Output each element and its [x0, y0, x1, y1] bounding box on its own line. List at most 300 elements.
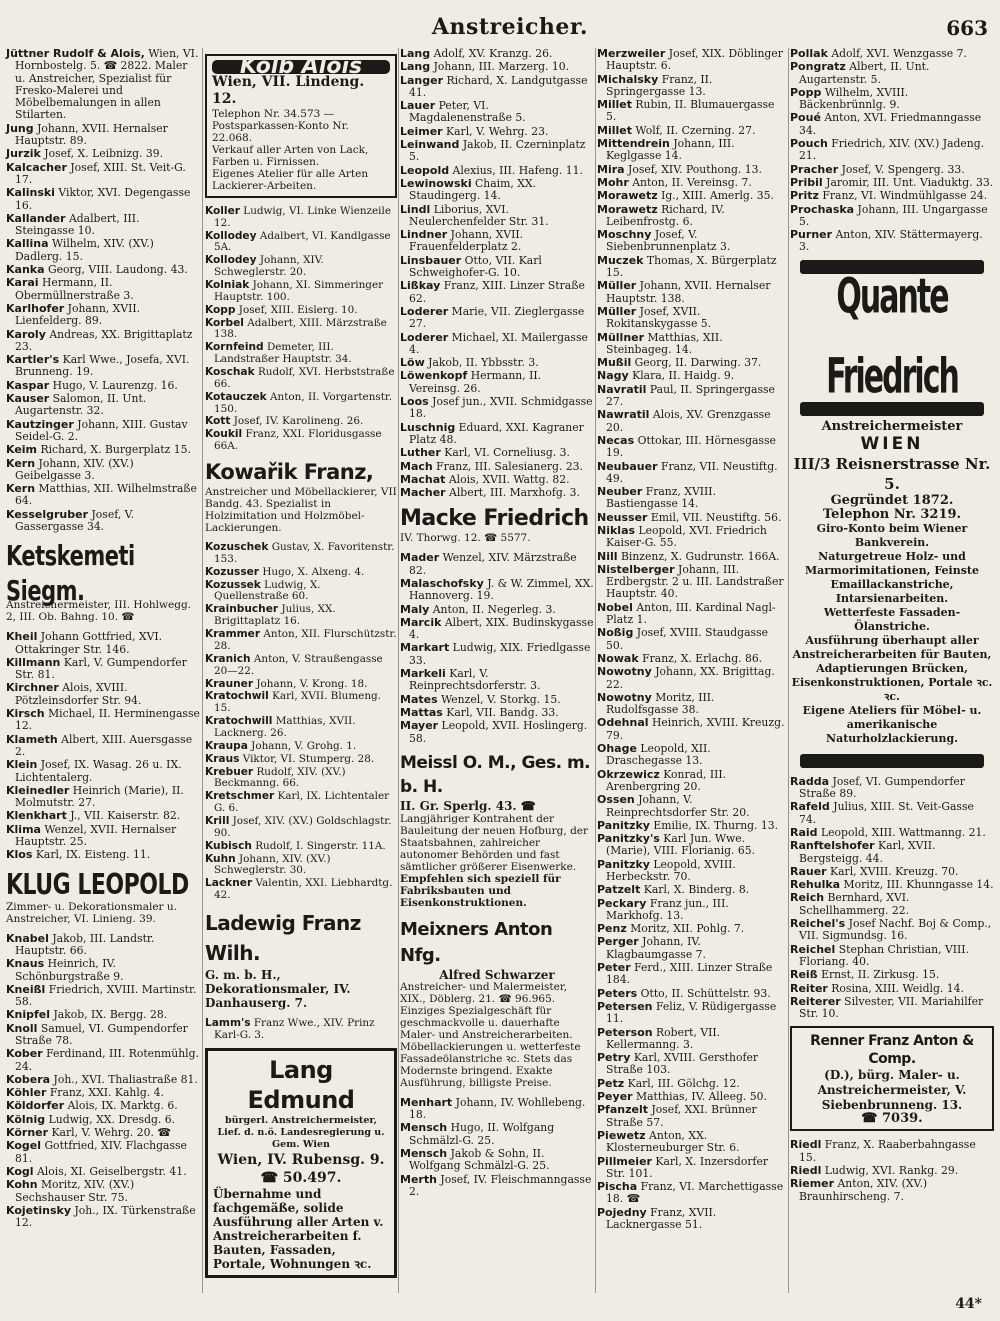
directory-entry — [597, 564, 787, 601]
entry-details: Josef, IV. Karolineng. 26. — [233, 415, 364, 428]
entry-name: Mittendrein — [597, 137, 670, 151]
entry-name: Kern — [6, 482, 36, 496]
entry-name: Lamm's — [205, 1016, 251, 1029]
entry-details: Richard, IV. Leibenfrostg. 6. — [606, 202, 725, 228]
directory-entry — [6, 785, 200, 810]
directory-entry — [597, 384, 787, 409]
entry-name: Pfanzelt — [597, 1103, 648, 1117]
entry-name: Knoll — [6, 1021, 38, 1035]
entry-name: Kauser — [6, 392, 50, 406]
entry-name: Mach — [400, 459, 433, 473]
directory-entry — [790, 177, 994, 189]
entry-name: Kern — [6, 456, 36, 470]
entry-name: Purner — [790, 228, 833, 242]
entry-name: Reichel — [790, 942, 836, 956]
directory-entry — [6, 1100, 200, 1112]
directory-entry — [790, 48, 994, 60]
entry-name: Luschnig — [400, 420, 456, 434]
advert-kolb — [205, 54, 397, 198]
directory-entry — [597, 409, 787, 434]
entry-name: Reich — [790, 891, 825, 905]
entry-details: Matthias, XII. Steinbageg. 14. — [606, 330, 723, 356]
directory-entry — [400, 447, 594, 459]
entry-name: Mira — [597, 162, 625, 176]
entry-details: Josef, X. Leibnizg. 39. — [44, 147, 164, 161]
entry-name: Karoly — [6, 327, 46, 341]
directory-entry — [400, 396, 594, 421]
entry-details: Julius, XX. Brigittaplatz 16. — [214, 603, 336, 628]
entry-name: Pracher — [790, 162, 839, 176]
entry-details: Josef jun., XVII. Schmidgasse 18. — [409, 395, 593, 421]
directory-entry — [597, 1027, 787, 1052]
entry-name: Riedl — [790, 1138, 822, 1152]
entry-details: Jakob, II. Czerninplatz 5. — [409, 138, 586, 164]
entry-details: Thomas, X. Bürgerplatz 15. — [606, 253, 777, 280]
directory-entry — [6, 1114, 200, 1126]
column-1 — [6, 48, 200, 1230]
entry-details: Ig., XIII. Amerlg. 35. — [661, 189, 774, 203]
entry-name: Kogel — [6, 1139, 41, 1153]
entry-details: Adalbert, III. Steingasse 10. — [15, 211, 140, 238]
entry-details: Josef, IX. Wasag. 26 u. IX. Lichtentalerg. — [15, 758, 182, 784]
directory-entry — [400, 204, 594, 229]
entry-name: Necas — [597, 433, 635, 447]
entry-name: Löwenkopf — [400, 369, 468, 383]
advert-name: Meissl O. M., Ges. m. b. H. — [400, 752, 591, 797]
entry-details: Eduard, XXI. Kagraner Platz 48. — [409, 420, 584, 446]
entry-name: Nowotny — [597, 665, 652, 679]
entry-name: Poué — [790, 111, 821, 125]
entry-details: Wenzel, V. Storkg. 15. — [441, 692, 561, 706]
entry-details: Adalbert, XIII. Märzstraße 138. — [214, 316, 387, 341]
entry-details: Johann, III. Erdbergstr. 2 u. III. Landstraßer Hauptstr. 40. — [606, 562, 784, 601]
entry-details: Matthias, XVII. Lacknerg. 26. — [214, 715, 356, 739]
directory-entry — [400, 707, 594, 719]
entry-name: Jüttner Rudolf & Alois, — [6, 47, 145, 60]
directory-entry — [400, 694, 594, 706]
entry-name: Karlhofer — [6, 301, 65, 315]
entry-name: Luther — [400, 446, 441, 460]
directory-entry — [6, 444, 200, 456]
entry-name: Neuber — [597, 485, 643, 499]
entry-details: Leopold, XII. Draschegasse 13. — [606, 742, 711, 768]
directory-entry — [6, 264, 200, 276]
entry-name: Merzweiler — [597, 47, 666, 60]
entry-name: Kohn — [6, 1178, 38, 1192]
advert-text: Anstreichermeister — [821, 418, 963, 434]
directory-entry — [6, 329, 200, 354]
directory-entry — [400, 75, 594, 100]
entry-name: Koschak — [205, 366, 255, 379]
entry-name: Langer — [400, 73, 444, 87]
entry-name: Kirsch — [6, 707, 45, 721]
directory-entry — [597, 461, 787, 486]
entry-name: Kubisch — [205, 839, 252, 852]
entry-details: Hugo, II. Wolfgang Schmälzl-G. 25. — [409, 1121, 555, 1147]
entry-details: Leopold, XIII. Wattmanng. 21. — [820, 825, 986, 839]
entry-name: Nobel — [597, 600, 633, 614]
directory-entry — [205, 629, 397, 653]
directory-entry — [205, 280, 397, 304]
entry-details: Julius, XIII. St. Veit-Gasse 74. — [799, 800, 974, 826]
entry-details: Karl, IX. Lichtentaler G. 6. — [214, 790, 390, 815]
entry-name: Koukil — [205, 428, 243, 441]
directory-entry — [6, 123, 200, 148]
entry-name: Mattas — [400, 705, 443, 719]
entry-details: Viktor, VI. Stumperg. 28. — [242, 752, 375, 765]
entry-details: Johann, V. Grohg. 1. — [251, 739, 357, 752]
advert-text: Anstreichermeister, III. Hohlwegg. 2, III. Ob. Bahng. 10. ☎ — [6, 599, 192, 624]
entry-details: Paul, II. Springergasse 27. — [606, 382, 775, 409]
entry-details: Alois, XVII. Wattg. 82. — [448, 472, 570, 486]
entry-details: Karl, V. Wehrg. 20. ☎ — [51, 1126, 171, 1140]
entry-name: Kuhn — [205, 852, 236, 865]
directory-entry — [597, 306, 787, 331]
directory-entry — [205, 767, 397, 791]
advert-ladewig — [205, 908, 397, 1010]
entry-name: Jung — [6, 121, 34, 135]
entry-details: Klara, II. Haidg. 9. — [632, 369, 735, 383]
directory-entry — [597, 177, 787, 189]
entry-details: Johann, XVII. Hernalser Hauptstr. 138. — [606, 279, 771, 305]
directory-entry — [597, 1078, 787, 1090]
directory-entry — [6, 303, 200, 328]
entry-name: Kolniak — [205, 279, 250, 292]
directory-entry — [790, 229, 994, 254]
entry-name: Muczek — [597, 253, 644, 267]
directory-entry — [597, 743, 787, 768]
directory-entry — [6, 509, 200, 534]
directory-entry — [400, 370, 594, 395]
entry-name: Klameth — [6, 732, 58, 746]
entry-details: Valentin, XXI. Liebhardtg. 42. — [214, 877, 393, 902]
entry-details: Franz, X. Erlachg. 86. — [642, 651, 763, 665]
directory-entry — [597, 602, 787, 627]
advert-name: KLUG LEOPOLD — [6, 868, 189, 902]
entry-name: Kraus — [205, 752, 240, 765]
advert-text: IV. Thorwg. 12. ☎ 5577. — [400, 532, 531, 545]
entry-name: Ohage — [597, 742, 637, 756]
directory-entry — [400, 604, 594, 616]
entry-name: Rafeld — [790, 800, 830, 814]
entry-name: Klos — [6, 848, 33, 862]
directory-entry — [400, 1174, 594, 1199]
entry-name: Panitzky — [597, 818, 650, 832]
entry-name: Müllner — [597, 330, 645, 344]
entry-name: Kallander — [6, 211, 66, 225]
entry-details: Adolf, XVI. Wenzgasse 7. — [831, 47, 967, 60]
entry-name: Leimer — [400, 124, 443, 138]
entry-name: Petry — [597, 1051, 631, 1065]
entry-details: Moritz, XIV. (XV.) Sechshauser Str. 75. — [15, 1178, 135, 1204]
directory-entry — [6, 277, 200, 302]
entry-name: Kobera — [6, 1072, 51, 1086]
directory-entry — [400, 100, 594, 125]
entry-name: Kirchner — [6, 681, 59, 695]
directory-entry — [6, 1166, 200, 1178]
column-3 — [400, 48, 594, 1199]
advert-macke — [400, 505, 594, 544]
entry-details: Josef, XIX. Döblinger Hauptstr. 6. — [606, 47, 783, 73]
entry-name: Peyer — [597, 1090, 633, 1104]
directory-entry — [597, 769, 787, 794]
directory-entry — [597, 48, 787, 73]
entry-details: Friedrich, XVIII. Martinstr. 58. — [15, 982, 197, 1009]
entry-name: Navratil — [597, 382, 647, 396]
directory-entry — [400, 229, 594, 254]
entry-details: Anton, II. Vereinsg. 7. — [632, 175, 752, 189]
column-rule — [595, 48, 596, 1293]
entry-details: Franz, XXI. Floridusgasse 66A. — [214, 428, 382, 453]
entry-name: Peterson — [597, 1025, 653, 1039]
directory-entry — [597, 164, 787, 176]
entry-name: Rauer — [790, 864, 827, 878]
entry-name: Knabel — [6, 931, 49, 945]
entry-details: Karl, XVII. Blumeng. 15. — [214, 690, 381, 715]
entry-name: Kogl — [6, 1164, 34, 1178]
entry-details: Wenzel, XVII. Hernalser Hauptstr. 25. — [15, 822, 177, 849]
entry-details: Liborius, XVI. Neulerchenfelder Str. 31. — [409, 202, 549, 228]
entry-details: Rudolf, XIV. (XV.) Beckmanng. 66. — [214, 765, 346, 790]
entry-name: Morawetz — [597, 189, 658, 203]
entry-name: Millet — [597, 98, 632, 112]
entry-name: Kojetinsky — [6, 1203, 72, 1217]
directory-entry — [6, 148, 200, 160]
entry-details: Johann, XIV. (XV.) Schweglerstr. 30. — [214, 852, 331, 877]
entry-name: Penz — [597, 922, 627, 936]
entry-details: Moritz, XII. Pohlg. 7. — [630, 922, 745, 936]
entry-details: Johann, XVII. Hernalser Hauptstr. 89. — [15, 121, 168, 148]
advert-text: Langjähriger Kontrahent der Bauleitung der neuen Hofburg, der Staatsbahnen, zahlreicher autonomer Behörden und fast sämtlicher größerer Eisenwerke. — [400, 812, 589, 873]
entry-details: Chaim, XX. Staudingerg. 14. — [409, 176, 537, 203]
directory-entry — [205, 679, 397, 691]
entry-details: Karl, X. Inzersdorfer Str. 101. — [606, 1154, 769, 1180]
entry-details: Moritz, III. Khunngasse 14. — [843, 878, 994, 892]
directory-entry — [597, 280, 787, 305]
advert-bank: Giro-Konto beim Wiener Bankverein. — [816, 521, 968, 549]
entry-details: Wilhelm, XIV. (XV.) Dadlerg. 15. — [15, 237, 154, 263]
entry-name: Loos — [400, 395, 429, 409]
directory-entry — [400, 642, 594, 667]
entry-name: Odehnal — [597, 716, 649, 730]
directory-entry — [400, 165, 594, 177]
advert-text: Wetterfeste Fassaden-Ölanstriche. — [823, 605, 961, 633]
directory-entry — [597, 666, 787, 691]
entry-name: Kratochwil — [205, 690, 269, 703]
directory-entry — [597, 551, 787, 563]
entry-name: Riemer — [790, 1177, 835, 1191]
advert-text: Ausführung überhaupt aller Anstreicherarbeiten für Bauten, Adaptierungen Brücken, Eisenkonstruktionen, Portale ꝛc. ꝛc. — [791, 633, 993, 703]
entry-name: Mußil — [597, 356, 632, 370]
directory-entry — [597, 74, 787, 99]
entry-details: Wien, VI. Hornbostelg. 5. ☎ 2822. Maler u. Anstreicher, Spezialist für Fresko-Malerei und Möbelbemalungen in allen Stilarten. — [15, 47, 199, 122]
entry-details: Ludwig, X. Quellenstraße 60. — [214, 578, 321, 603]
directory-entry — [6, 631, 200, 656]
entry-details: Johann, III. Keglgasse 14. — [606, 137, 735, 163]
directory-entry — [205, 231, 397, 255]
directory-entry — [205, 542, 397, 566]
entry-name: Klima — [6, 822, 41, 836]
entry-details: Matthias, XII. Wilhelmstraße 64. — [15, 482, 197, 508]
entry-name: Nill — [597, 549, 618, 563]
entry-name: Lißkay — [400, 279, 441, 293]
directory-entry — [6, 238, 200, 263]
entry-details: Franz, VII. Neustiftg. 49. — [606, 459, 778, 485]
directory-entry — [205, 854, 397, 878]
entry-details: Josef, XXI. Brünner Straße 57. — [606, 1103, 757, 1129]
entry-name: Niklas — [597, 523, 636, 537]
entry-name: Pongratz — [790, 60, 846, 74]
entry-name: Kautzinger — [6, 417, 74, 431]
entry-details: Johann Gottfried, XVI. Ottakringer Str. 146. — [15, 630, 163, 656]
entry-name: Leopold — [400, 163, 450, 177]
directory-entry — [597, 923, 787, 935]
entry-name: Merth — [400, 1172, 437, 1186]
directory-entry — [790, 801, 994, 826]
decorative-bar — [800, 754, 984, 768]
directory-entry — [597, 1181, 787, 1206]
advert-text: Eigene Ateliers für Möbel- u. amerikanische Naturholzlackierung. — [802, 703, 982, 745]
entry-name: Neusser — [597, 510, 648, 524]
directory-entry — [400, 668, 594, 693]
entry-name: Körner — [6, 1126, 49, 1140]
entry-details: Georg, VIII. Laudong. 43. — [47, 263, 188, 277]
directory-entry — [6, 958, 200, 983]
entry-name: Nistelberger — [597, 562, 675, 576]
directory-entry — [400, 552, 594, 577]
page-header — [0, 14, 1000, 50]
entry-details: Karl, V. Gumpendorfer Str. 81. — [15, 655, 187, 682]
directory-entry — [597, 204, 787, 229]
entry-name: Kartler's — [6, 353, 60, 367]
entry-details: Anton, II. Negerleg. 3. — [432, 602, 556, 616]
directory-entry — [6, 1074, 200, 1086]
entry-details: Hugo, X. Alxeng. 4. — [262, 565, 365, 578]
directory-entry — [205, 791, 397, 815]
entry-details: Wenzel, XIV. Märzstraße 82. — [409, 551, 577, 577]
entry-details: Ottokar, III. Hörnesgasse 19. — [606, 433, 776, 460]
directory-entry — [597, 229, 787, 254]
entry-name: Panitzky's — [597, 832, 660, 846]
entry-name: Linsbauer — [400, 253, 462, 267]
entry-name: Kleinedler — [6, 783, 70, 797]
advert-text: Einziges Spezialgeschäft für geschmackvolle u. dauerhafte Maler- und Anstreicherarbeiten. Möbellackierungen u. wetterfeste Fassadeölanstriche ꝛc. Stets das Modernste bringend. Exakte Ausführung, billigste Preise. — [400, 1004, 581, 1089]
entry-name: Petz — [597, 1076, 625, 1090]
entry-name: Piewetz — [597, 1128, 646, 1142]
advert-address: Wien, IV. Rubensg. 9. — [217, 1151, 385, 1168]
directory-entry — [400, 178, 594, 203]
directory-entry — [400, 139, 594, 164]
entry-name: Mohr — [597, 175, 629, 189]
entry-details: Salomon, II. Unt. Augartenstr. 32. — [15, 392, 147, 418]
advert-text: Verkauf aller Arten von Lack, Farben u. Firnissen. — [212, 143, 369, 168]
entry-name: Radda — [790, 774, 830, 788]
entry-details: Johann, XVII. Frauenfelderplatz 2. — [409, 228, 524, 254]
directory-entry — [6, 1140, 200, 1165]
entry-name: Pojedny — [597, 1205, 647, 1219]
directory-entry — [6, 458, 200, 483]
advert-meissl — [400, 751, 594, 909]
entry-name: Koller — [205, 204, 240, 217]
advert-name: Macke Friedrich — [400, 506, 589, 532]
column-rule — [398, 48, 399, 1293]
directory-entry — [790, 776, 994, 801]
entry-name: Kopp — [205, 303, 236, 316]
entry-name: Markart — [400, 641, 450, 655]
advert-name: Kowařik Franz, — [205, 460, 374, 485]
directory-entry — [597, 653, 787, 665]
directory-entry — [597, 1104, 787, 1129]
entry-name: Popp — [790, 85, 822, 99]
entry-details: Franz, XIII. Linzer Straße 62. — [409, 279, 585, 305]
entry-details: Ludwig, XX. Dresdg. 6. — [48, 1112, 176, 1126]
entry-name: Mensch — [400, 1121, 448, 1135]
entry-details: Johann, XIV. Schweglerstr. 20. — [214, 254, 324, 279]
advert-meixner — [400, 917, 594, 1089]
entry-name: Millet — [597, 123, 632, 137]
directory-entry — [6, 380, 200, 392]
entry-name: Reiter — [790, 981, 828, 995]
entry-details: Johann, V. Krong. 18. — [256, 677, 368, 690]
advert-phone: ☎ 50.497. — [260, 1169, 342, 1186]
entry-details: Heinrich, IV. Schönburgstraße 9. — [15, 957, 124, 983]
page-number: 663 — [946, 16, 988, 40]
entry-name: Lewinowski — [400, 176, 472, 190]
entry-details: Leopold, XVIII. Herbeckstr. 70. — [606, 857, 736, 883]
advert-name: Lang Edmund — [247, 1055, 355, 1114]
entry-details: Anton, XII. Flurschützstr. 28. — [214, 628, 397, 652]
directory-entry — [6, 849, 200, 861]
advert-city: WIEN — [860, 433, 924, 454]
directory-entry — [790, 164, 994, 176]
directory-entry — [597, 370, 787, 382]
entry-name: Kalcacher — [6, 160, 67, 174]
directory-entry — [400, 1148, 594, 1173]
directory-entry — [6, 824, 200, 849]
advert-phone: ☎ 7039. — [861, 1111, 923, 1127]
entry-name: Kneißl — [6, 982, 46, 996]
advert-text: Anstreicher und Möbellackierer, VII Bandg. 43. Spezialist in Holzimitation und Holzmöbel-Lackierungen. — [205, 486, 397, 535]
entry-details: Anton, XIV. (XV.) Braunhirscheng. 7. — [799, 1177, 928, 1203]
entry-name: Marcik — [400, 615, 442, 629]
advert-klug — [6, 868, 200, 925]
entry-details: Anton, II. Vorgartenstr. 150. — [214, 390, 393, 415]
entry-details: Karl, IX. Eisteng. 11. — [35, 848, 151, 862]
entry-details: Karl, X. Binderg. 8. — [643, 883, 750, 897]
advert-text: (D.), bürg. Maler- u. Anstreichermeister, V. Siebenbrunneng. 13. — [817, 1068, 967, 1113]
directory-entry — [400, 487, 594, 499]
directory-entry — [597, 1156, 787, 1181]
entry-details: Josef, XIII. Eislerg. 10. — [238, 303, 358, 316]
directory-entry — [597, 859, 787, 884]
advert-address: II. Gr. Sperlg. 43. ☎ — [400, 798, 536, 813]
directory-entry — [597, 794, 787, 819]
entry-details: Jakob, III. Landstr. Hauptstr. 66. — [15, 931, 155, 957]
entry-details: Albert, III. Marxhofg. 3. — [449, 486, 580, 500]
entry-details: Josef, V. Gassergasse 34. — [15, 507, 135, 533]
advert-name: Meixners Anton Nfg. — [400, 918, 553, 966]
entry-details: Karl, V. Reinprechtsdorferstr. 3. — [409, 667, 541, 693]
entry-details: Gottfried, XIV. Flachgasse 81. — [15, 1139, 187, 1165]
directory-entry — [597, 898, 787, 923]
entry-details: Franz, XXI. Kahlg. 4. — [49, 1086, 164, 1100]
entry-details: Ludwig, XIX. Friedlgasse 33. — [409, 641, 591, 667]
advert-address: Anstreicher- und Malermeister, XIX., Döblerg. 21. ☎ 96.965. — [400, 980, 568, 1005]
entry-name: Mensch — [400, 1147, 448, 1161]
entry-details: Rudolf, I. Singerstr. 11A. — [255, 839, 386, 852]
entry-name: Neubauer — [597, 459, 658, 473]
entry-details: Josef, XIII. St. Veit-G. 17. — [15, 160, 186, 186]
